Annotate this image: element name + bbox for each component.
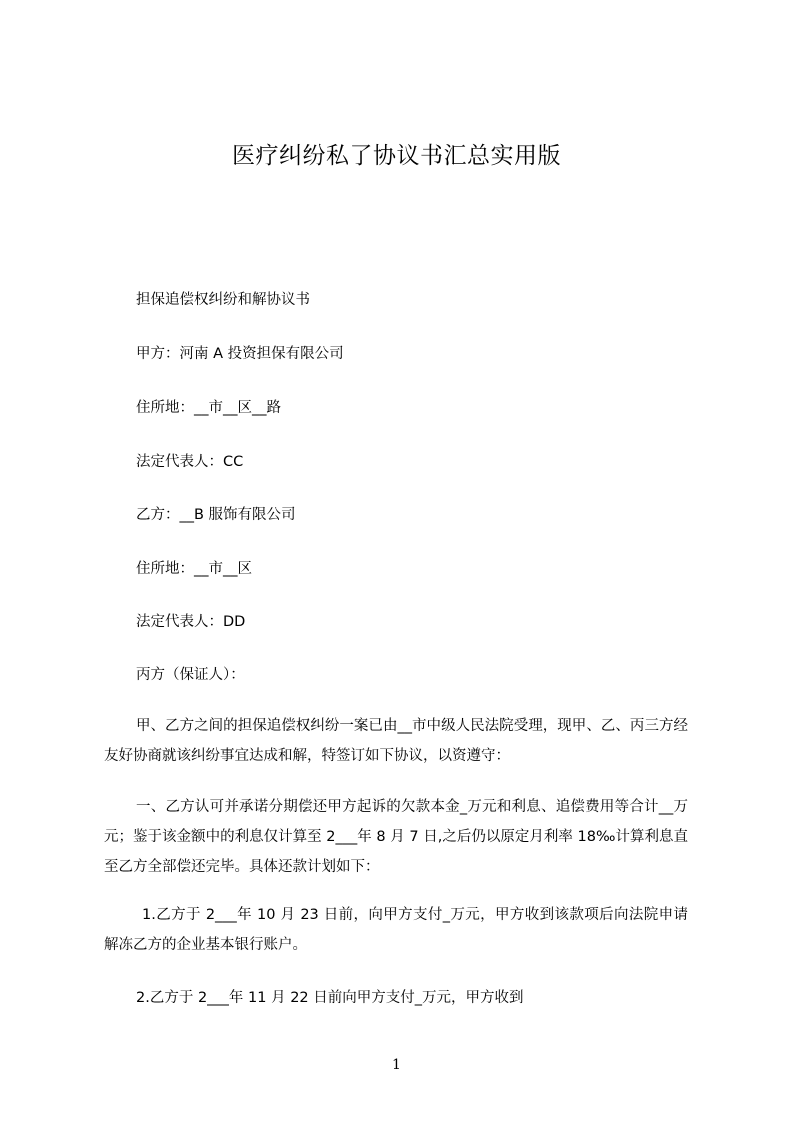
party-b-address: 住所地：__市__区 xyxy=(136,561,252,577)
payment-item-1: 1.乙方于 2___年 10 月 23 日前，向甲方支付_万元，甲方收到该款项后向法院申请解冻乙方的企业基本银行账户。 xyxy=(104,907,688,953)
document-title: 医疗纠纷私了协议书汇总实用版 xyxy=(232,143,561,169)
intro-paragraph: 甲、乙方之间的担保追偿权纠纷一案已由__市中级人民法院受理，现甲、乙、丙三方经友好协商就该纠纷事宜达成和解，特签订如下协议，以资遵守： xyxy=(104,718,688,764)
party-c-line: 丙方（保证人）： xyxy=(136,667,245,683)
party-a-line: 甲方：河南 A 投资担保有限公司 xyxy=(136,346,344,362)
clause-1-paragraph: 一、乙方认可并承诺分期偿还甲方起诉的欠款本金_万元和利息、追偿费用等合计__万元；鉴于该金额中的利息仅计算至 2___年 8 月 7 日,之后仍以原定月利率 18‰计算利息直至乙方全部偿还完毕。具体还款计划如下： xyxy=(104,799,688,875)
payment-item-2: 2.乙方于 2___年 11 月 22 日前向甲方支付_万元，甲方收到 xyxy=(136,990,524,1006)
agreement-subtitle: 担保追偿权纠纷和解协议书 xyxy=(136,292,310,308)
party-b-representative: 法定代表人：DD xyxy=(136,614,246,630)
page-number: 1 xyxy=(392,1057,401,1073)
party-a-address: 住所地：__市__区__路 xyxy=(136,400,281,416)
party-a-representative: 法定代表人：CC xyxy=(136,454,244,470)
party-b-line: 乙方：__B 服饰有限公司 xyxy=(136,507,296,523)
